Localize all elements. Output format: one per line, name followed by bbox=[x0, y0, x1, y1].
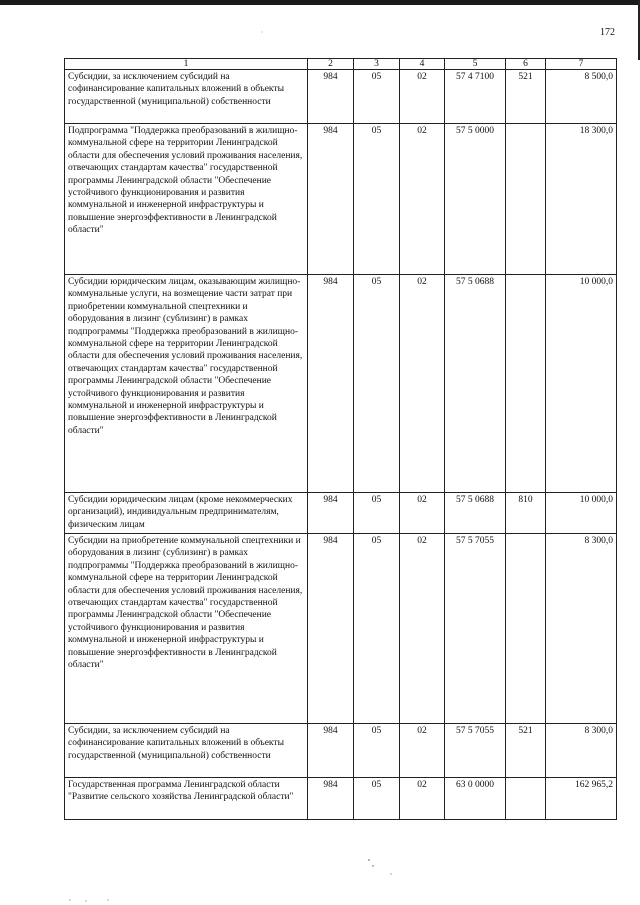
row-name: Подпрограмма "Поддержка преобразований в жилищно-коммунальной сфере на территории Ленинградской области для обеспечения условий проживания населения, отвечающих стандартам качества" государственной программы Ленинградской области "Обеспечение устойчивого функционирования и развития коммунальной и инженерной инфраструктуры и повышение энергоэффективности в Ленинградской области" bbox=[65, 124, 308, 275]
page-number: 172 bbox=[600, 27, 615, 38]
column-header: 7 bbox=[546, 59, 617, 70]
column-header: 2 bbox=[308, 59, 354, 70]
budget-table bbox=[64, 58, 617, 820]
row-target: 57 5 7055 bbox=[445, 724, 506, 778]
column-header: 5 bbox=[445, 59, 506, 70]
row-code: 984 bbox=[308, 724, 354, 778]
row-amount: 18 300,0 bbox=[546, 124, 617, 275]
row-amount: 8 300,0 bbox=[546, 724, 617, 778]
row-type: 521 bbox=[506, 70, 546, 124]
row-type: 521 bbox=[506, 724, 546, 778]
row-code: 984 bbox=[308, 534, 354, 724]
column-header: 1 bbox=[65, 59, 308, 70]
row-subsection: 02 bbox=[400, 493, 445, 534]
row-name: Субсидии юридическим лицам, оказывающим жилищно-коммунальные услуги, на возмещение части затрат при приобретении коммунальной спецтехники и оборудования в лизинг (сублизинг) в рамках подпрограммы "Поддержка преобразований в жилищно-коммунальной сфере на территории Ленинградской области для обеспечения условий проживания населения, отвечающих стандартам качества" государственной программы Ленинградской области "Обеспечение устойчивого функционирования и развития коммунальной и инженерной инфраструктуры и повышение энергоэффективности в Ленинградской области" bbox=[65, 275, 308, 493]
table-row bbox=[65, 724, 617, 778]
row-code: 984 bbox=[308, 778, 354, 820]
row-section: 05 bbox=[354, 778, 400, 820]
row-name: Субсидии, за исключением субсидий на софинансирование капитальных вложений в объекты государственной (муниципальной) собственности bbox=[65, 70, 308, 124]
table-row bbox=[65, 124, 617, 275]
row-amount: 10 000,0 bbox=[546, 275, 617, 493]
row-code: 984 bbox=[308, 493, 354, 534]
row-name: Государственная программа Ленинградской области "Развитие сельского хозяйства Ленинградской области" bbox=[65, 778, 308, 820]
header-row bbox=[65, 59, 617, 70]
row-subsection: 02 bbox=[400, 70, 445, 124]
row-section: 05 bbox=[354, 534, 400, 724]
row-target: 57 5 0000 bbox=[445, 124, 506, 275]
row-section: 05 bbox=[354, 70, 400, 124]
row-section: 05 bbox=[354, 493, 400, 534]
column-header: 6 bbox=[506, 59, 546, 70]
row-subsection: 02 bbox=[400, 275, 445, 493]
scan-border bbox=[0, 0, 640, 5]
row-amount: 162 965,2 bbox=[546, 778, 617, 820]
column-header: 3 bbox=[354, 59, 400, 70]
row-type bbox=[506, 534, 546, 724]
row-name: Субсидии юридическим лицам (кроме некоммерческих организаций), индивидуальным предпринимателям, физическим лицам bbox=[65, 493, 308, 534]
row-type bbox=[506, 778, 546, 820]
row-subsection: 02 bbox=[400, 124, 445, 275]
row-code: 984 bbox=[308, 275, 354, 493]
row-subsection: 02 bbox=[400, 778, 445, 820]
row-amount: 8 500,0 bbox=[546, 70, 617, 124]
row-target: 57 5 0688 bbox=[445, 493, 506, 534]
table-row bbox=[65, 778, 617, 820]
row-section: 05 bbox=[354, 124, 400, 275]
table-row bbox=[65, 275, 617, 493]
row-name: Субсидии на приобретение коммунальной спецтехники и оборудования в лизинг (сублизинг) в рамках подпрограммы "Поддержка преобразований в жилищно-коммунальной сфере на территории Ленинградской области для обеспечения условий проживания населения, отвечающих стандартам качества" государственной программы Ленинградской области "Обеспечение устойчивого функционирования и развития коммунальной и инженерной инфраструктуры и повышение энергоэффективности в Ленинградской области" bbox=[65, 534, 308, 724]
row-target: 57 5 7055 bbox=[445, 534, 506, 724]
row-target: 57 5 0688 bbox=[445, 275, 506, 493]
row-code: 984 bbox=[308, 124, 354, 275]
row-subsection: 02 bbox=[400, 534, 445, 724]
table-row bbox=[65, 493, 617, 534]
table-row bbox=[65, 534, 617, 724]
row-name: Субсидии, за исключением субсидий на софинансирование капитальных вложений в объекты государственной (муниципальной) собственности bbox=[65, 724, 308, 778]
row-amount: 8 300,0 bbox=[546, 534, 617, 724]
column-header: 4 bbox=[400, 59, 445, 70]
row-subsection: 02 bbox=[400, 724, 445, 778]
table-row bbox=[65, 70, 617, 124]
row-type: 810 bbox=[506, 493, 546, 534]
row-type bbox=[506, 124, 546, 275]
row-code: 984 bbox=[308, 70, 354, 124]
row-target: 63 0 0000 bbox=[445, 778, 506, 820]
row-amount: 10 000,0 bbox=[546, 493, 617, 534]
row-section: 05 bbox=[354, 275, 400, 493]
row-type bbox=[506, 275, 546, 493]
row-target: 57 4 7100 bbox=[445, 70, 506, 124]
row-section: 05 bbox=[354, 724, 400, 778]
